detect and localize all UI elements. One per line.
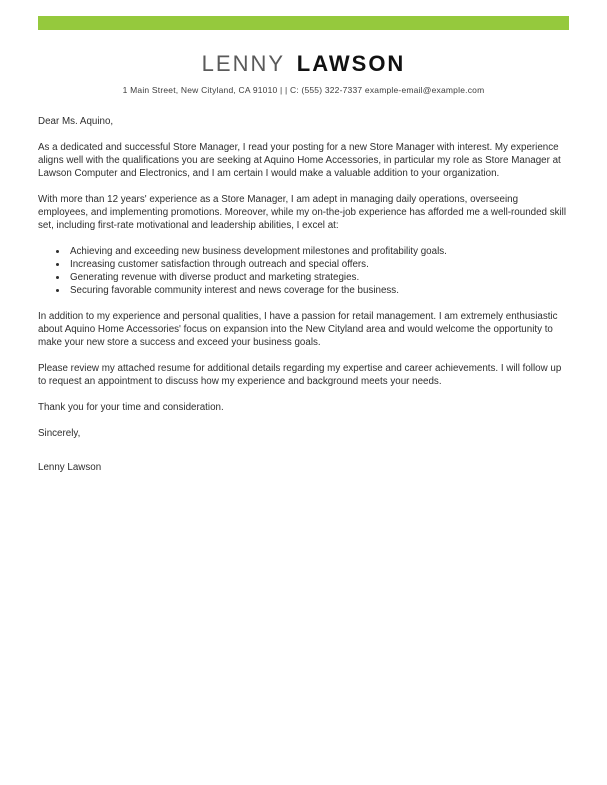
list-item: • Securing favorable community interest and news coverage for the business. [68,284,569,297]
letter-body [38,115,569,474]
list-item: • Increasing customer satisfaction through outreach and special offers. [68,258,569,271]
last-name: LAWSON [296,51,406,76]
signoff: Sincerely, [38,428,81,440]
list-item: • Generating revenue with diverse product and marketing strategies. [68,271,569,284]
salutation: Dear Ms. Aquino, [38,116,114,128]
closing-thanks: Thank you for your time and consideration. [38,402,224,414]
first-name: LENNY [201,51,285,76]
list-item: • Achieving and exceeding new business development milestones and profitability goals. [68,245,569,258]
paragraph-followup: Please review my attached resume for additional details regarding my expertise and career achievements. I will follow up to request an appointment to discuss how my experience and background meets your needs. [38,363,562,388]
contact-line: 1 Main Street, New Cityland, CA 91010 | | C: (555) 322-7337 example-email@example.com [122,85,485,96]
letter-header [38,52,569,95]
page-title [38,52,569,76]
accent-bar [38,16,569,30]
paragraph-passion: In addition to my experience and personal qualities, I have a passion for retail management. I am extremely enthusiastic about Aquino Home Accessories' focus on expansion into the New Cityland area and would welcome the opportunity to make your new store a success and exceed your business goals. [38,311,558,349]
skills-list [38,245,569,297]
paragraph-intro: As a dedicated and successful Store Manager, I read your posting for a new Store Manager with interest. My experience aligns well with the qualifications you are seeking at Aquino Home Accessories, in particular my role as Store Manager at Lawson Computer and Electronics, and I am certain I would make a valuable addition to your organization. [38,142,561,180]
signature: Lenny Lawson [38,462,102,474]
paragraph-experience: With more than 12 years' experience as a Store Manager, I am adept in managing daily operations, overseeing employees, and implementing promotions. Moreover, while my on-the-job experience has afforded me a well-rounded skill set, including first-rate motivational and leadership abilities, I excel at: [38,194,567,232]
